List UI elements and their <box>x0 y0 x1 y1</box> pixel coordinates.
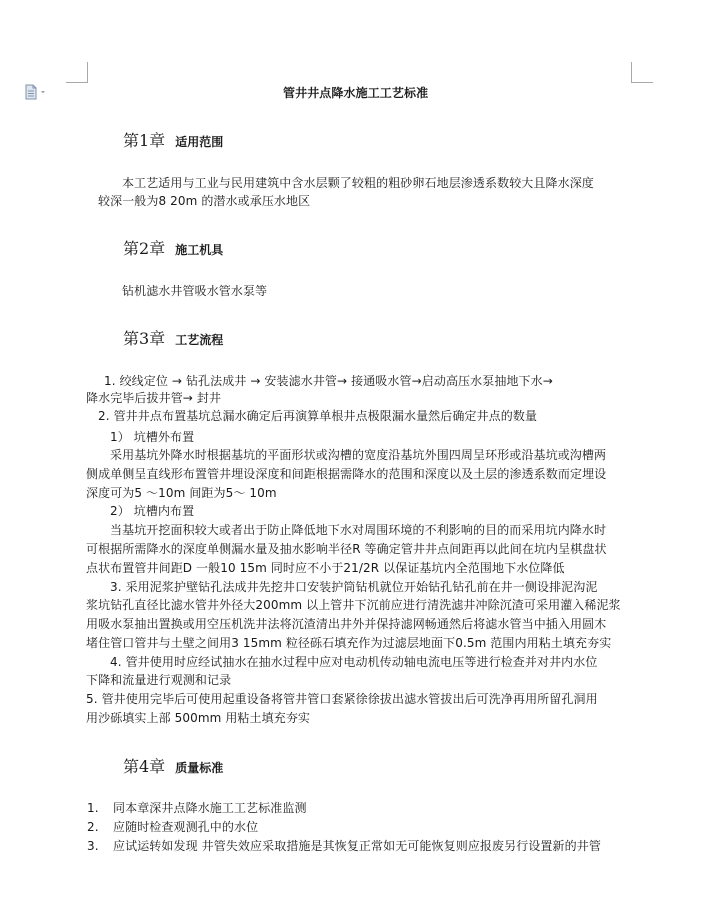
document-title: 管井井点降水施工工艺标准 <box>283 86 429 100</box>
paragraph-line: 5. 管井使用完毕后可使用起重设备将管井管口套紧徐徐拔出滤水管拔出后可洗净再用所留孔洞用 <box>86 692 598 706</box>
chapter-number: 第3章 <box>123 329 166 348</box>
chapter-2-heading <box>123 236 223 259</box>
dropdown-arrow-icon <box>41 91 45 94</box>
paragraph-line: 2） 坑槽内布置 <box>110 504 195 518</box>
paragraph-line: 当基坑开挖面积较大或者出于防止降低地下水对周围环境的不利影响的目的而采用坑内降水时 <box>110 523 607 537</box>
paragraph-line: 采用基坑外降水时根据基坑的平面形状或沟槽的宽度沿基坑外围四周呈环形或沿基坑或沟槽两 <box>110 448 607 462</box>
chapter-3-heading <box>123 326 223 349</box>
paragraph-line: 下降和流量进行观测和记录 <box>86 673 232 687</box>
paragraph-line: 侧成单侧呈直线形布置管井埋设深度和间距根据需降水的范围和深度以及土层的渗透系数而定埋设 <box>86 467 607 481</box>
crop-mark-left-horizontal <box>66 82 88 83</box>
crop-mark-right-vertical <box>631 62 632 82</box>
chapter-1-heading <box>123 128 223 151</box>
chapter-name: 工艺流程 <box>175 333 224 347</box>
paragraph-line: 堵住管口管井与土壁之间用3 15mm 粒径砾石填充作为过滤层地面下0.5m 范围内用粘土填充夯实 <box>86 636 612 650</box>
list-item-text: 应随时检查观测孔中的水位 <box>113 820 259 834</box>
chapter-name: 施工机具 <box>175 243 224 257</box>
crop-mark-right-horizontal <box>631 82 653 83</box>
document-icon[interactable] <box>25 84 51 104</box>
chapter-name: 质量标准 <box>175 761 224 775</box>
crop-mark-left-vertical <box>87 62 88 82</box>
paragraph-line: 1. 绞线定位 → 钻孔法成井 → 安装滤水井管→ 接通吸水管→启动高压水泵抽地下水→ <box>104 374 553 388</box>
chapter-name: 适用范围 <box>175 135 224 149</box>
paragraph-line: 点状布置管井间距D 一般10 15m 同时应不小于21/2R 以保证基坑内全范围地下水位降低 <box>86 561 565 575</box>
paragraph-line: 4. 管井使用时应经试抽水在抽水过程中应对电动机传动轴电流电压等进行检查并对井内水位 <box>110 655 598 669</box>
paragraph-line: 可根据所需降水的深度单侧漏水量及抽水影响半径R 等确定管井井点间距再以此间在坑内呈棋盘状 <box>86 542 607 556</box>
paragraph-line: 1） 坑槽外布置 <box>110 430 195 444</box>
list-item-text: 同本章深井点降水施工工艺标准监测 <box>113 801 307 815</box>
paragraph-line: 钻机滤水井管吸水管水泵等 <box>122 284 268 298</box>
list-item-text: 应试运转如发现 井管失效应采取措施是其恢复正常如无可能恢复则应报废另行设置新的井管 <box>113 839 601 853</box>
list-item-number: 3. <box>87 839 99 853</box>
paragraph-line: 用吸水泵抽出置换或用空压机洗井法将沉渣清出井外并保持滤网畅通然后将滤水管当中插入用圆木 <box>86 617 607 631</box>
paragraph-line: 深度可为5 ～10m 间距为5～ 10m <box>86 486 277 500</box>
list-item-number: 1. <box>87 801 99 815</box>
paragraph-line: 浆坑钻孔直径比滤水管井外径大200mm 以上管井下沉前应进行清洗滤井冲除沉渣可采用灌入稀泥浆 <box>86 598 621 612</box>
paragraph-line: 本工艺适用与工业与民用建筑中含水层颗了较粗的粗砂卵石地层渗透系数较大且降水深度 <box>122 176 594 190</box>
paragraph-line: 降水完毕后拔井管→ 封井 <box>86 391 222 405</box>
chapter-number: 第4章 <box>123 757 166 776</box>
paragraph-line: 3. 采用泥浆护壁钻孔法成井先挖井口安装护筒钻机就位开始钻孔钻孔前在井一侧设排泥沟泥 <box>110 580 598 594</box>
list-item-number: 2. <box>87 820 99 834</box>
paragraph-line: 用沙砾填实上部 500mm 用粘土填充夯实 <box>86 711 311 725</box>
paragraph-line: 2. 管井井点布置基坑总漏水确定后再演算单根井点极限漏水量然后确定井点的数量 <box>98 409 538 423</box>
chapter-number: 第1章 <box>123 131 166 150</box>
chapter-number: 第2章 <box>123 239 166 258</box>
paragraph-line: 较深一般为8 20m 的潜水或承压水地区 <box>98 194 311 208</box>
chapter-4-heading <box>123 754 223 777</box>
